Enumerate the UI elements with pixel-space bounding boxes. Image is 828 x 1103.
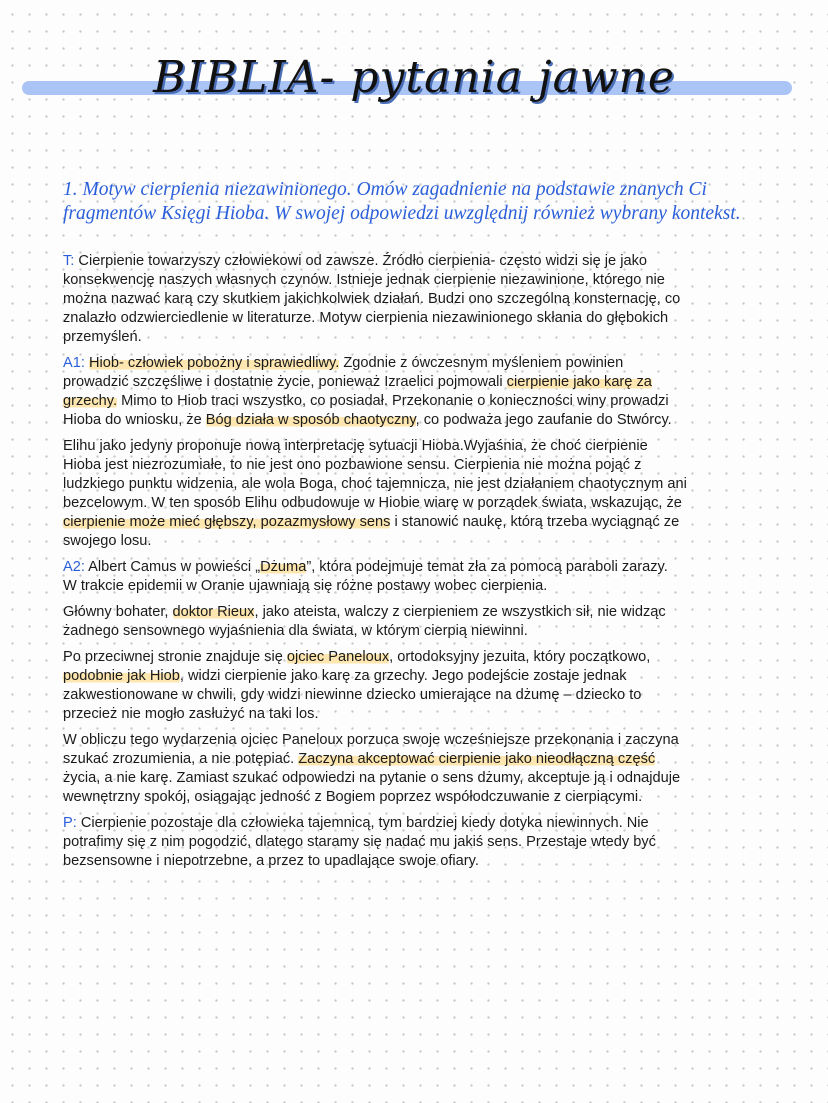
highlighted-text: cierpienie może mieć głębszy, pozazmysłowy sens bbox=[63, 514, 391, 530]
text-line bbox=[63, 475, 803, 494]
text-segment: ”, która podejmuje temat zła za pomocą paraboli zarazy. bbox=[306, 559, 668, 575]
text-segment: Hioba do wniosku, że bbox=[63, 412, 206, 428]
text-line bbox=[63, 648, 803, 667]
text-segment: Cierpienie towarzyszy człowiekowi od zawsze. Źródło cierpienia- często widzi się je jako bbox=[74, 253, 647, 269]
highlighted-text: cierpienie jako karę za bbox=[506, 374, 652, 390]
text-line bbox=[63, 532, 803, 551]
text-line bbox=[63, 373, 803, 392]
question-line: fragmentów Księgi Hioba. W swojej odpowiedzi uwzględnij również wybrany kontekst. bbox=[63, 203, 741, 224]
text-line bbox=[63, 513, 803, 532]
text-line bbox=[63, 788, 803, 807]
text-segment: Zgodnie z ówczesnym myśleniem powinien bbox=[339, 355, 624, 371]
highlighted-text: grzechy. bbox=[63, 393, 118, 409]
text-line bbox=[63, 833, 803, 852]
highlighted-text: Bóg działa w sposób chaotyczny bbox=[205, 412, 416, 428]
highlighted-text: podobnie jak Hiob bbox=[63, 668, 180, 684]
answer-paragraph bbox=[63, 437, 803, 551]
text-segment: bezcelowym. W ten sposób Elihu odbudowuje w Hiobie wiarę w porządek świata, wskazując, że bbox=[63, 495, 682, 511]
text-segment: , jako ateista, walczy z cierpieniem ze wszystkich sił, nie widząc bbox=[254, 604, 666, 620]
page-title: BIBLIA- pytania jawne bbox=[153, 52, 675, 103]
text-line bbox=[63, 271, 803, 290]
text-segment: , widzi cierpienie jako karę za grzechy. Jego podejście zostaje jednak bbox=[179, 668, 627, 684]
section-label: P: bbox=[63, 815, 77, 831]
text-segment: i stanowić naukę, którą trzeba wyciągnąć ze bbox=[390, 514, 680, 530]
text-line bbox=[63, 252, 803, 271]
section-label: A1: bbox=[63, 355, 85, 371]
question bbox=[63, 178, 741, 226]
text-line bbox=[63, 705, 803, 724]
text-segment: Hioba jest niezrozumiałe, to nie jest ono pozbawione sensu. Cierpienia nie można pojąć z bbox=[63, 457, 642, 473]
text-line bbox=[63, 290, 803, 309]
text-line bbox=[63, 577, 803, 596]
text-line bbox=[63, 494, 803, 513]
text-segment: wewnętrzny spokój, osiągając jedność z Bogiem poprzez współodczuwanie z cierpiącymi. bbox=[63, 789, 643, 805]
text-line bbox=[63, 814, 803, 833]
section-label: T: bbox=[63, 253, 75, 269]
text-segment: Główny bohater, bbox=[63, 604, 173, 620]
text-line bbox=[63, 603, 803, 622]
text-segment: Cierpienie pozostaje dla człowieka tajemnicą, tym bardziej kiedy dotyka niewinnych. Nie bbox=[76, 815, 649, 831]
answer-body bbox=[63, 252, 803, 878]
answer-paragraph bbox=[63, 648, 803, 724]
text-segment: W obliczu tego wydarzenia ojciec Paneloux porzuca swoje wcześniejsze przekonania i zaczyna bbox=[63, 732, 679, 748]
text-segment: przemyśleń. bbox=[63, 329, 142, 345]
highlighted-text: ojciec Paneloux bbox=[286, 649, 390, 665]
text-line bbox=[63, 667, 803, 686]
text-line bbox=[63, 328, 803, 347]
text-line bbox=[63, 622, 803, 641]
text-segment: potrafimy się z nim pogodzić, dlatego staramy się nadać mu jakiś sens. Przestaje wtedy być bbox=[63, 834, 656, 850]
text-segment: Mimo to Hiob traci wszystko, co posiadał. Przekonanie o konieczności winy prowadzi bbox=[117, 393, 669, 409]
text-line bbox=[63, 392, 803, 411]
text-segment: Albert Camus w powieści „ bbox=[84, 559, 261, 575]
answer-paragraph bbox=[63, 354, 803, 430]
text-line bbox=[63, 411, 803, 430]
text-line bbox=[63, 354, 803, 373]
text-segment: zakwestionowane w chwili, gdy widzi niewinne dziecko umierające na dżumę – dziecko to bbox=[63, 687, 642, 703]
text-line bbox=[63, 769, 803, 788]
answer-paragraph bbox=[63, 814, 803, 871]
highlighted-text: doktor Rieux bbox=[172, 604, 255, 620]
text-segment: znalazło odzwierciedlenie w literaturze. Motyw cierpienia niezawinionego skłania do głębokich bbox=[63, 310, 669, 326]
text-segment: swojego losu. bbox=[63, 533, 152, 549]
text-line bbox=[63, 686, 803, 705]
text-line bbox=[63, 558, 803, 577]
text-segment: , co podważa jego zaufanie do Stwórcy. bbox=[415, 412, 672, 428]
text-line bbox=[63, 309, 803, 328]
highlighted-text: Hiob- człowiek pobożny i sprawiedliwy. bbox=[88, 355, 340, 371]
text-line bbox=[63, 750, 803, 769]
text-line bbox=[63, 437, 803, 456]
answer-paragraph bbox=[63, 558, 803, 596]
answer-paragraph bbox=[63, 603, 803, 641]
text-line bbox=[63, 852, 803, 871]
text-segment: , ortodoksyjny jezuita, który początkowo, bbox=[389, 649, 651, 665]
text-segment: bezsensowne i niepotrzebne, a przez to upadlające swoje ofiary. bbox=[63, 853, 479, 869]
text-segment: żadnego sensownego wyjaśnienia dla świata, w którym cierpią niewinni. bbox=[63, 623, 528, 639]
text-segment: można nazwać karą czy skutkiem jakichkolwiek działań. Budzi ono szczególną konsternację, co bbox=[63, 291, 681, 307]
text-segment: konsekwencję naszych własnych czynów. Istnieje jednak cierpienie niezawinione, którego nie bbox=[63, 272, 665, 288]
text-segment: Po przeciwnej stronie znajduje się bbox=[63, 649, 287, 665]
highlighted-text: Dżuma bbox=[260, 559, 307, 575]
text-segment: przecież nie mogło zasłużyć na taki los. bbox=[63, 706, 319, 722]
text-segment: szukać zrozumienia, a nie potępiać. bbox=[63, 751, 299, 767]
text-segment: ludzkiego punktu widzenia, ale wola Boga, choć tajemnicza, nie jest działaniem chaotycznym ani bbox=[63, 476, 687, 492]
answer-paragraph bbox=[63, 731, 803, 807]
text-segment: Elihu jako jedyny proponuje nową interpretację sytuacji Hioba.Wyjaśnia, że choć cierpienie bbox=[63, 438, 648, 454]
text-line bbox=[63, 456, 803, 475]
question-line: 1. Motyw cierpienia niezawinionego. Omów zagadnienie na podstawie znanych Ci bbox=[63, 179, 707, 200]
text-segment: prowadzić szczęśliwe i dostatnie życie, ponieważ Izraelici pojmowali bbox=[63, 374, 507, 390]
text-segment: życia, a nie karę. Zamiast szukać odpowiedzi na pytanie o sens dżumy, akceptuje ją i odnajduje bbox=[63, 770, 681, 786]
answer-paragraph bbox=[63, 252, 803, 347]
highlighted-text: Zaczyna akceptować cierpienie jako nieodłączną część bbox=[298, 751, 656, 767]
section-label: A2: bbox=[63, 559, 85, 575]
text-segment: W trakcie epidemii w Oranie ujawniają się różne postawy wobec cierpienia. bbox=[63, 578, 548, 594]
text-line bbox=[63, 731, 803, 750]
